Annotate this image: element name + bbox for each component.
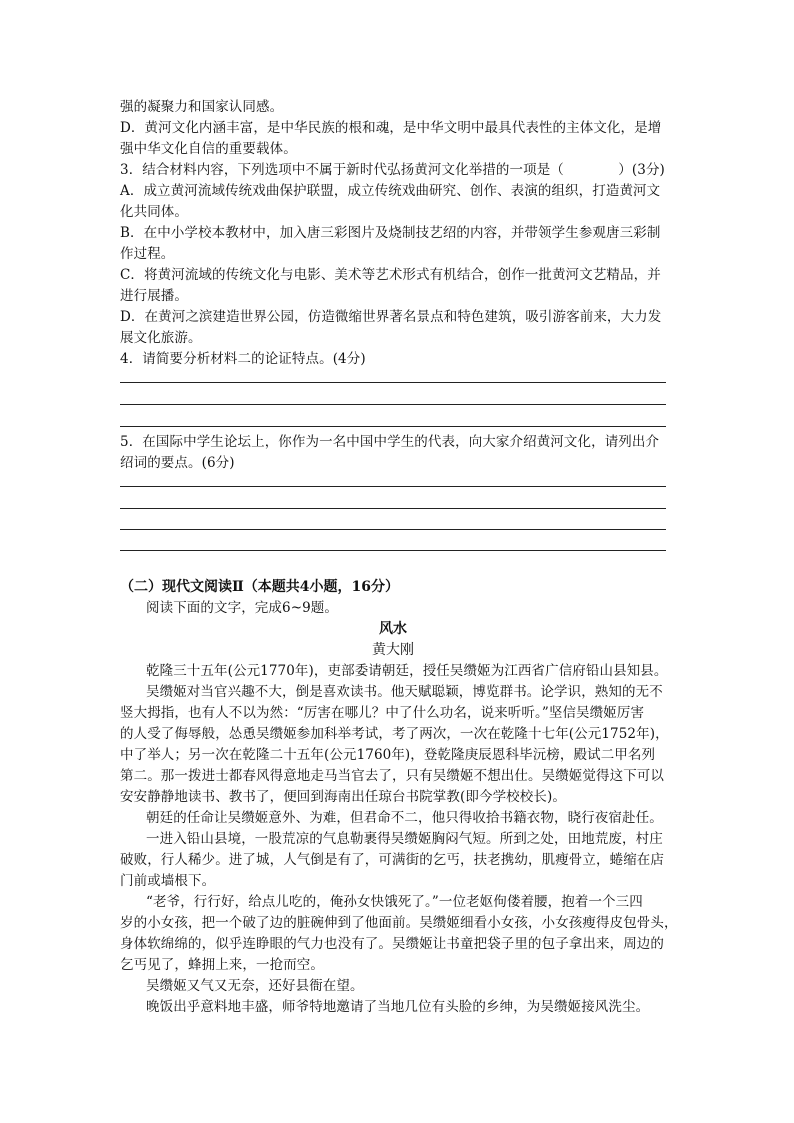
story-line: 中了举人；另一次在乾隆二十五年(公元1760年)，登乾隆庚辰恩科毕沅榜，殿试二甲名列 — [120, 747, 656, 763]
q5-stem-cont: 绍词的要点。(6分) — [120, 455, 235, 471]
story-line: 竖大拇指，也有人不以为然：“厉害在哪儿？中了什么功名，说来听听。”坚信吴缵姬厉害 — [120, 705, 645, 721]
story-line: 身体软绵绵的，似乎连睁眼的气力也没有了。吴缵姬让书童把袋子里的包子拿出来，周边的 — [120, 936, 664, 952]
q3-option-c: C．将黄河流域的传统文化与电影、美术等艺术形式有机结合，创作一批黄河文艺精品，并 — [120, 267, 661, 283]
story-line: 岁的小女孩，把一个破了边的脏碗伸到了他面前。吴缵姬细看小女孩，小女孩瘦得皮包骨头， — [120, 915, 678, 931]
story-line: 乞丐见了，蜂拥上来，一抢而空。 — [120, 957, 324, 973]
q3-stem: 3．结合材料内容，下列选项中不属于新时代弘扬黄河文化举措的一项是（ ）(3分) — [120, 162, 665, 178]
story-paragraph: “老爷，行行好，给点儿吃的，俺孙女快饿死了。”一位老妪佝偻着腰，抱着一个三四 — [146, 894, 643, 910]
q2-option-d-cont: 强中华文化自信的重要载体。 — [120, 141, 297, 157]
q3-option-c-cont: 进行展播。 — [120, 288, 188, 304]
story-line: 的人受了侮辱般，怂恿吴缵姬参加科举考试，考了两次，一次在乾隆十七年(公元1752年)， — [120, 726, 669, 742]
answer-line[interactable] — [120, 529, 666, 530]
story-line: 破败，行人稀少。进了城，人气倒是有了，可满街的乞丐，扶老携幼，肌瘦骨立，蜷缩在店 — [120, 852, 664, 868]
story-paragraph: 吴缵姬对当官兴趣不大，倒是喜欢读书。他天赋聪颖，博览群书。论学识，熟知的无不 — [146, 684, 663, 700]
story-paragraph: 吴缵姬又气又无奈，还好县衙在望。 — [146, 978, 364, 994]
story-line: 第二。那一拨进士都春风得意地走马当官去了，只有吴缵姬不想出仕。吴缵姬觉得这下可以 — [120, 768, 664, 784]
story-paragraph: 朝廷的任命让吴缵姬意外、为难，但君命不二，他只得收拾书籍衣物，晓行夜宿赴任。 — [146, 810, 663, 826]
story-line: 安安静静地读书、教书了，便回到海南出任琼台书院掌教(即今学校校长)。 — [120, 789, 566, 805]
answer-line[interactable] — [120, 508, 666, 509]
answer-line[interactable] — [120, 550, 666, 551]
q2-tail-line: 强的凝聚力和国家认同感。 — [120, 99, 284, 115]
q4-stem: 4．请简要分析材料二的论证特点。(4分) — [120, 351, 366, 367]
section-instruction: 阅读下面的文字，完成6~9题。 — [146, 600, 338, 616]
q3-option-b-cont: 作过程。 — [120, 246, 175, 262]
answer-line[interactable] — [120, 486, 666, 487]
q3-option-b: B．在中小学校本教材中，加入唐三彩图片及烧制技艺绍的内容，并带领学生参观唐三彩制 — [120, 225, 661, 241]
q5-stem: 5．在国际中学生论坛上，你作为一名中国中学生的代表，向大家介绍黄河文化，请列出介 — [120, 434, 660, 450]
section-title: （二）现代文阅读Ⅱ（本题共4小题，16分） — [120, 579, 400, 595]
q2-option-d: D．黄河文化内涵丰富，是中华民族的根和魂，是中华文明中最具代表性的主体文化，是增 — [120, 120, 662, 136]
story-title: 风水 — [379, 621, 407, 637]
story-paragraph: 一进入铅山县境，一股荒凉的气息勒裹得吴缵姬胸闷气短。所到之处，田地荒废，村庄 — [146, 831, 663, 847]
story-line: 门前或墙根下。 — [120, 873, 216, 889]
story-author: 黄大刚 — [372, 642, 414, 658]
answer-line[interactable] — [120, 382, 666, 383]
story-paragraph: 乾隆三十五年(公元1770年)，吏部委请朝廷，授任吴缵姬为江西省广信府铅山县知县。 — [146, 663, 668, 679]
q3-option-a: A．成立黄河流域传统戏曲保护联盟，成立传统戏曲研究、创作、表演的组织，打造黄河文 — [120, 183, 661, 199]
story-paragraph: 晚饭出乎意料地丰盛，师爷特地邀请了当地几位有头脸的乡绅，为吴缵姬接风洗尘。 — [146, 999, 650, 1015]
answer-line[interactable] — [120, 426, 666, 427]
answer-line[interactable] — [120, 404, 666, 405]
q3-option-d-cont: 展文化旅游。 — [120, 330, 202, 346]
q3-option-d: D．在黄河之滨建造世界公园，仿造微缩世界著名景点和特色建筑，吸引游客前来，大力发 — [120, 309, 662, 325]
q3-option-a-cont: 化共同体。 — [120, 204, 188, 220]
